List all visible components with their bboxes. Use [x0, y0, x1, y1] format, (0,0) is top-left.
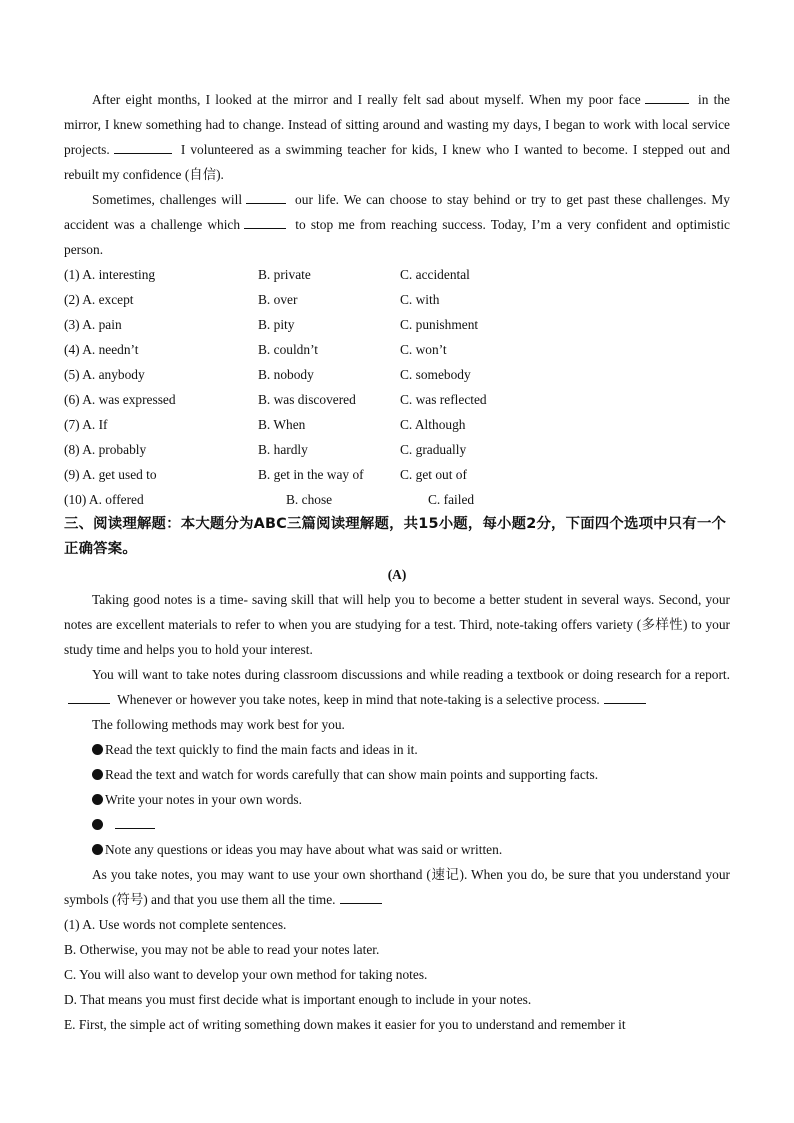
bullet-item: Read the text and watch for words carefully that can show main points and supporting facts. — [64, 762, 730, 787]
option-row: (5) A. anybody B. nobody C. somebody — [64, 367, 471, 382]
option-row: (9) A. get used to B. get in the way of C. get out of — [64, 467, 467, 482]
answer-blank — [604, 689, 646, 704]
passage-a-paragraph-3: The following methods may work best for you. — [92, 717, 345, 732]
answer-blank — [68, 689, 110, 704]
bullet-item: Read the text quickly to find the main facts and ideas in it. — [64, 737, 730, 762]
passage-label: (A) — [387, 567, 407, 582]
document-page — [64, 87, 730, 1037]
option-row: (10) A. offered B. chose C. failed — [64, 492, 475, 507]
bullet-icon — [92, 844, 103, 855]
answer-blank — [114, 139, 172, 154]
passage-paragraph-2: Sometimes, challenges will our life. We can choose to stay behind or try to get past these challenges. My accident was a challenge which to stop me from reaching success. Today, I’m a very confident and optimistic person. — [64, 187, 730, 262]
passage-a-paragraph-4: As you take notes, you may want to use your own shorthand (速记). When you do, be sure that you understand your symbols (符号) and that you use them all the time. — [64, 867, 730, 907]
passage-a-options — [64, 912, 730, 1037]
answer-blank — [340, 889, 382, 904]
option-row: (6) A. was expressed B. was discovered C. was reflected — [64, 392, 487, 407]
bullet-icon — [92, 744, 103, 755]
option-line: D. That means you must first decide what is important enough to include in your notes. — [64, 992, 532, 1007]
section-heading: 三、阅读理解题：本大题分为ABC三篇阅读理解题，共15小题，每小题2分，下面四个选项中只有一个正确答案。 — [64, 516, 727, 557]
passage-paragraph-1: After eight months, I looked at the mirror and I really felt sad about myself. When my poor face in the mirror, I knew something had to change. Instead of sitting around and wasting my days, I began to work with local service projects. I volunteered as a swimming teacher for kids, I knew who I wanted to become. I stepped out and rebuilt my confidence (自信). — [64, 87, 730, 187]
option-row: (7) A. If B. When C. Although — [64, 417, 466, 432]
option-row: (8) A. probably B. hardly C. gradually — [64, 442, 467, 457]
passage-a-paragraph-1: Taking good notes is a time- saving skill that will help you to become a better student in several ways. Second, your notes are excellent materials to refer to when you are studying for a test. Third, note-taking offers variety (多样性) to your study time and helps you to hold your interest. — [64, 592, 730, 657]
bullet-icon — [92, 769, 103, 780]
cloze-options — [64, 262, 730, 512]
option-row: (4) A. needn’t B. couldn’t C. won’t — [64, 342, 447, 357]
passage-a-paragraph-2: You will want to take notes during classroom discussions and while reading a textbook or doing research for a report. Whenever or however you take notes, keep in mind that note-taking is a selective process. — [64, 662, 730, 712]
option-line: E. First, the simple act of writing something down makes it easier for you to understand and remember it — [64, 1017, 626, 1032]
bullet-icon — [92, 819, 103, 830]
option-line: B. Otherwise, you may not be able to read your notes later. — [64, 942, 380, 957]
answer-blank — [246, 189, 286, 204]
bullet-item: Write your notes in your own words. — [64, 787, 730, 812]
option-row: (3) A. pain B. pity C. punishment — [64, 317, 479, 332]
bullet-item: Note any questions or ideas you may have about what was said or written. — [64, 837, 730, 862]
option-line: (1) A. Use words not complete sentences. — [64, 917, 287, 932]
option-row: (1) A. interesting B. private C. accidental — [64, 267, 470, 282]
answer-blank — [115, 814, 155, 829]
bullet-icon — [92, 794, 103, 805]
bullet-item — [64, 812, 730, 837]
answer-blank — [244, 214, 286, 229]
option-row: (2) A. except B. over C. with — [64, 292, 440, 307]
option-line: C. You will also want to develop your own method for taking notes. — [64, 967, 428, 982]
answer-blank — [645, 89, 689, 104]
